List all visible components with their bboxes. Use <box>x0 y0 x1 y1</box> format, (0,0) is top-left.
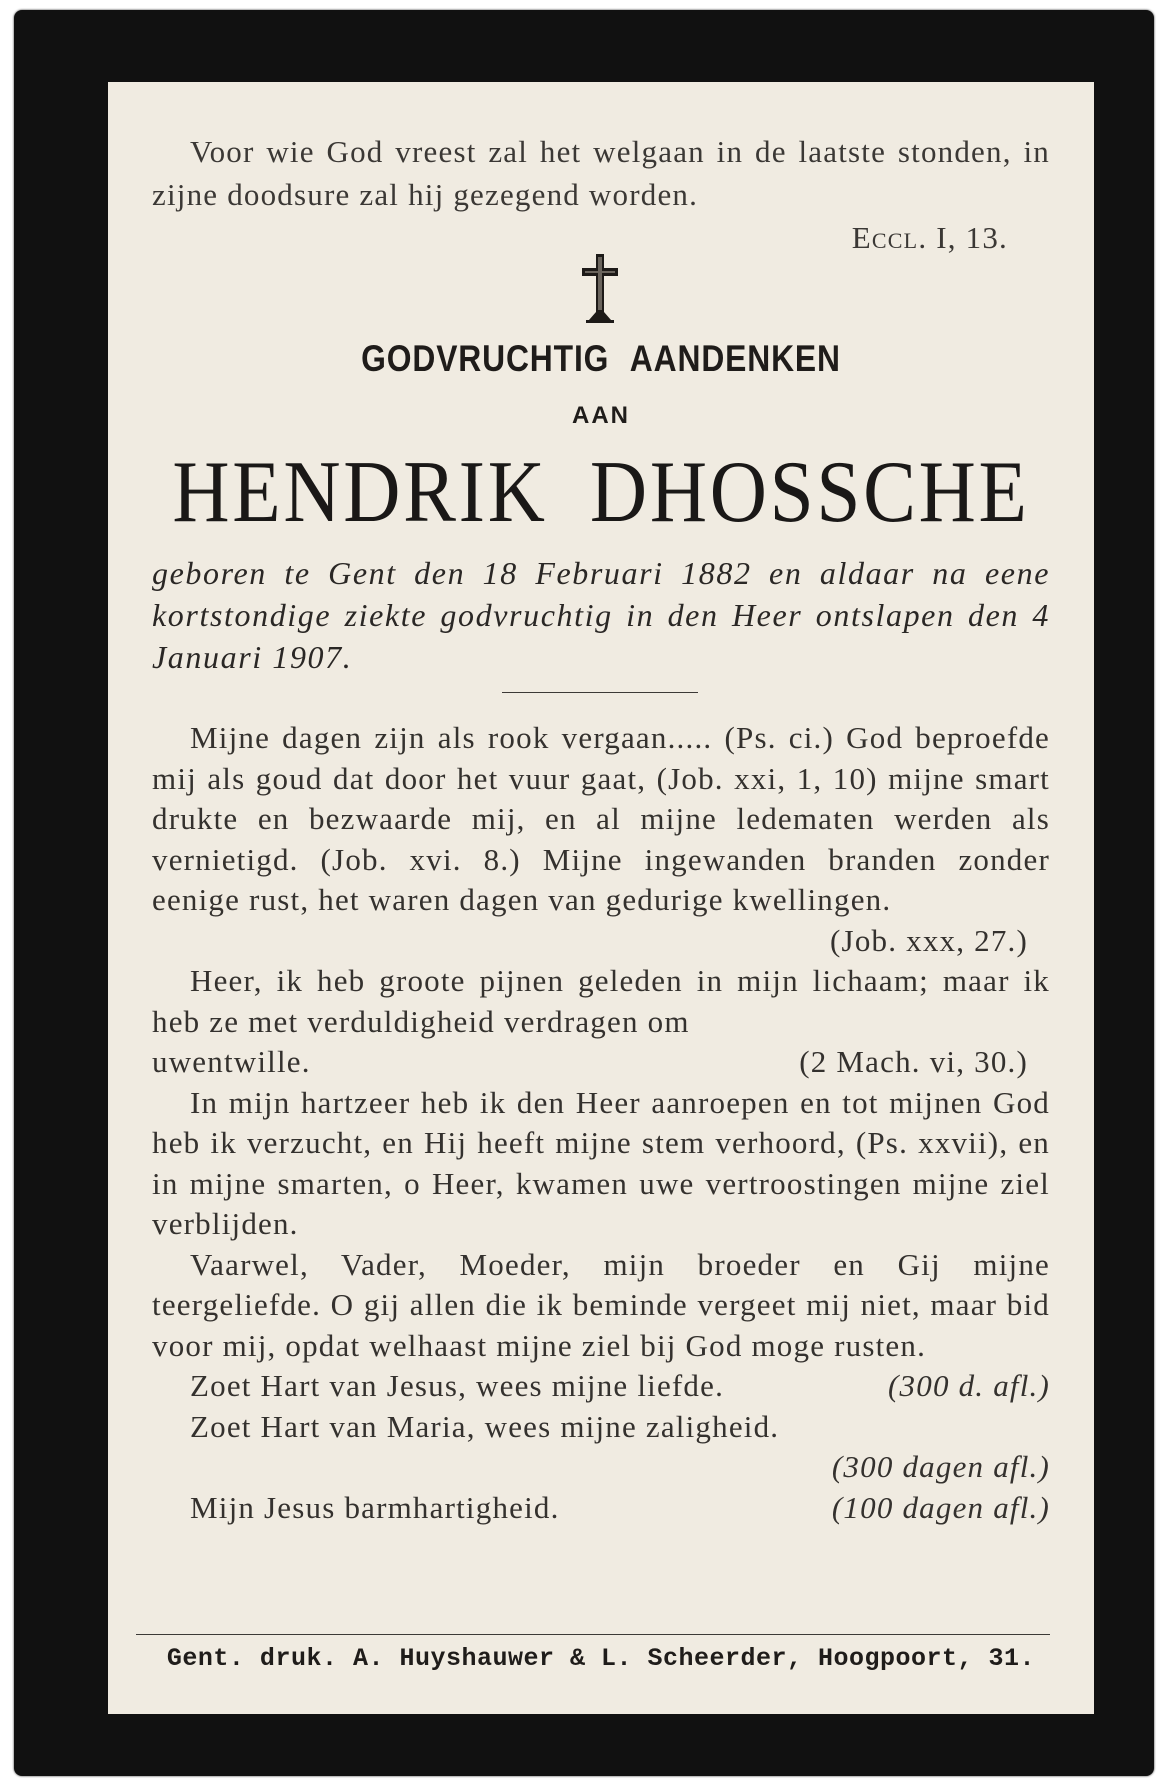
prayer-3 <box>152 1488 1050 1529</box>
heading-title: GODVRUCHTIG AANDENKEN <box>361 338 841 379</box>
prayer-1-text: Zoet Hart van Jesus, wees mijne liefde. <box>190 1368 725 1403</box>
prayer-1 <box>152 1366 1050 1407</box>
prayer-2-text: Zoet Hart van Maria, wees mijne zaligheid. <box>190 1408 780 1444</box>
prayer-3-text: Mijn Jesus barmhartigheid. <box>190 1489 560 1525</box>
prayer-2-indulgence-row <box>152 1447 1050 1488</box>
printer-imprint: Gent. druk. A. Huyshauwer & L. Scheerder, Hoogpoort, 31. <box>166 1644 1036 1673</box>
prayer-3-indulgence: (100 dagen afl.) <box>831 1489 1050 1525</box>
prayer-2-indulgence: (300 dagen afl.) <box>831 1449 1050 1484</box>
epigraph <box>152 130 1050 259</box>
paragraph-2-end: uwentwille. <box>152 1044 311 1079</box>
paragraph-3: In mijn hartzeer heb ik den Heer aanroepen en tot mijnen God heb ik verzucht, en Hij heeft mijne stem verhoord, (Ps. xxvii), en in mijne smarten, o Heer, kwamen uwe vertroostingen mijne ziel verblijden. <box>152 1084 1050 1241</box>
paragraph-2-last-line <box>152 1042 1050 1083</box>
mourning-card <box>14 10 1154 1776</box>
latin-cross-icon <box>578 252 622 326</box>
divider-long <box>136 1634 1050 1635</box>
epigraph-text: Voor wie God vreest zal het welgaan in de laatste stonden, in zijne doodsure zal hij gezegend worden. <box>152 134 1050 212</box>
prayer-1-indulgence: (300 d. afl.) <box>888 1368 1050 1403</box>
prayer-2 <box>152 1407 1050 1448</box>
paragraph-2-reference: (2 Mach. vi, 30.) <box>799 1044 1028 1079</box>
heading-subtitle: AAN <box>572 402 630 429</box>
body-text <box>152 718 1050 1528</box>
epigraph-reference: Eccl. I, 13. <box>851 220 1008 255</box>
paragraph-4: Vaarwel, Vader, Moeder, mijn broeder en Gij mijne teergeliefde. O gij allen die ik beminde vergeet mij niet, maar bid voor mij, opdat welhaast mijne ziel bij God moge rusten. <box>152 1246 1050 1363</box>
card-paper <box>108 82 1094 1714</box>
biography: geboren te Gent den 18 Februari 1882 en aldaar na eene kortstondige ziekte godvruchtig in den Heer ontslapen den 4 Januari 1907. <box>152 555 1050 675</box>
paragraph-1-reference: (Job. xxx, 27.) <box>830 922 1028 958</box>
paragraph-2: Heer, ik heb groote pijnen geleden in mijn lichaam; maar ik heb ze met verduldigheid verdragen om <box>152 963 1050 1039</box>
deceased-name: HENDRIK DHOSSCHE <box>172 444 1030 541</box>
divider-short <box>502 692 698 693</box>
paragraph-1: Mijne dagen zijn als rook vergaan..... (Ps. ci.) God beproefde mij als goud dat door het vuur gaat, (Job. xxi, 1, 10) mijne smart drukte en bezwaarde mij, en al mijne ledematen werden als vernietigd. (Job. xvi. 8.) Mijne ingewanden branden zonder eenige rust, het waren dagen van gedurige kwellingen. <box>152 720 1050 917</box>
